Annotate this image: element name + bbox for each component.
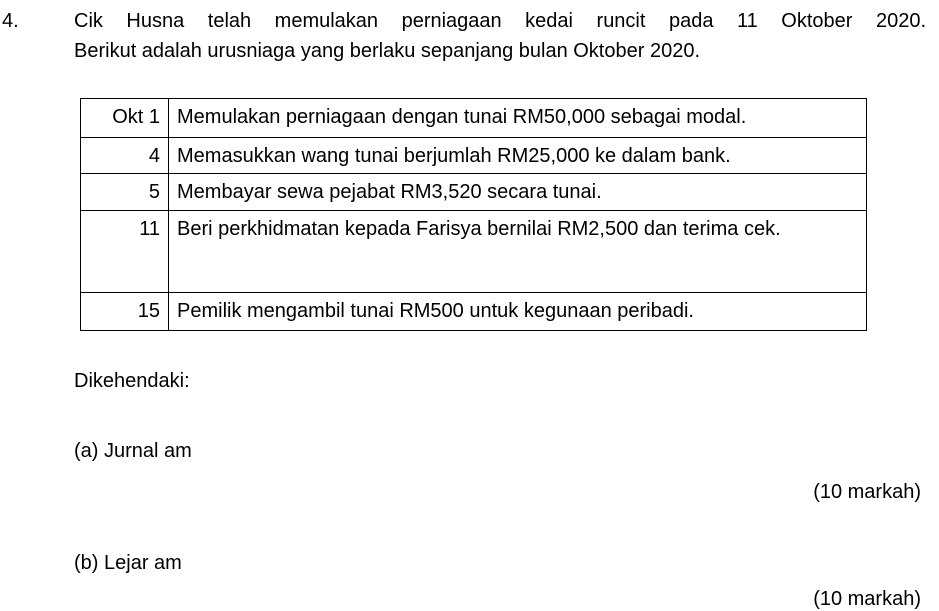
transaction-date: 5: [81, 174, 169, 211]
table-row: [81, 293, 867, 331]
transaction-description: Beri perkhidmatan kepada Farisya bernilai RM2,500 dan terima cek.: [169, 211, 867, 293]
transaction-date: Okt 1: [81, 99, 169, 138]
transaction-description: Membayar sewa pejabat RM3,520 secara tunai.: [169, 174, 867, 211]
transaction-date: 15: [81, 293, 169, 331]
table-row: [81, 99, 867, 138]
table-row: [81, 138, 867, 174]
part-a-label: (a) Jurnal am: [74, 440, 192, 462]
transaction-date: 4: [81, 138, 169, 174]
question-number: 4.: [2, 10, 19, 32]
table-row: [81, 174, 867, 211]
transaction-description: Memulakan perniagaan dengan tunai RM50,000 sebagai modal.: [169, 99, 867, 138]
transaction-description: Pemilik mengambil tunai RM500 untuk kegunaan peribadi.: [169, 293, 867, 331]
requirements-heading: Dikehendaki:: [74, 370, 190, 392]
intro-line-2: Berikut adalah urusniaga yang berlaku sepanjang bulan Oktober 2020.: [74, 40, 700, 62]
part-b-label: (b) Lejar am: [74, 552, 182, 574]
question-intro: [74, 6, 926, 66]
table-row: [81, 211, 867, 293]
intro-line-1: Cik Husna telah memulakan perniagaan kedai runcit pada 11 Oktober 2020.: [74, 10, 926, 32]
part-b-marks: (10 markah): [813, 588, 921, 610]
transaction-date: 11: [81, 211, 169, 293]
part-a-marks: (10 markah): [813, 481, 921, 503]
transaction-description: Memasukkan wang tunai berjumlah RM25,000 ke dalam bank.: [169, 138, 867, 174]
transactions-table: [80, 98, 867, 331]
